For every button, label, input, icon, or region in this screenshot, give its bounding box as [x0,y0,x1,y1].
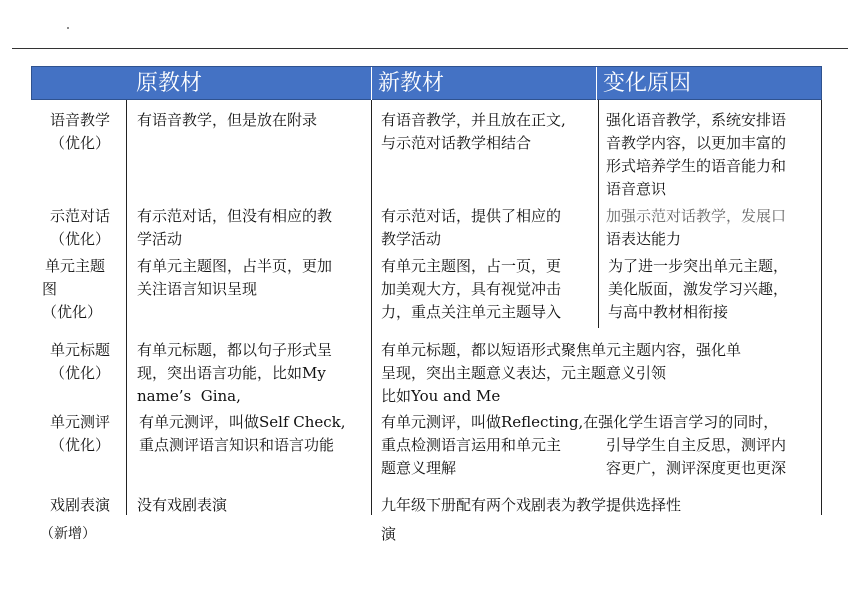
category-line: （优化） [49,436,110,454]
cell-original [137,205,332,251]
cell-line: 九年级下册配有两个戏剧表为教学提供选择性 [381,496,682,514]
cell-line: 与高中教材相衔接 [608,303,729,321]
category-line: 语音教学 [49,111,110,129]
cell-original [137,255,332,301]
category-line: 单元标题 [49,341,110,359]
cell-line: 加强示范对话教学，发展口 [606,207,787,225]
cell-line: 力，重点关注单元主题导入 [381,303,562,321]
cell-new [381,339,741,408]
cell-line: 有示范对话，提供了相应的 [381,207,562,225]
cell-new [381,109,566,155]
header-divider [371,67,372,101]
category-line: （优化） [49,230,110,248]
cell-reason [606,109,786,201]
cell-reason [606,434,786,480]
top-divider [12,48,848,49]
row-category [36,109,124,155]
cell-line: 有单元主题图，占一页，更 [381,257,562,275]
cell-line: 有单元标题，都以句子形式呈 [137,341,333,359]
cell-line: 强化语音教学，系统安排语 [606,111,787,129]
cell-line: 音教学内容，以更加丰富的 [606,134,787,152]
category-line: （新增） [40,526,96,542]
cell-line: 比如You and Me [381,387,501,405]
cell-original [139,411,346,457]
cell-line: 容更广，测评深度更也更深 [606,459,787,477]
cell-line: 语表达能力 [606,230,682,248]
row-category [36,255,124,324]
category-line: （优化） [42,303,103,321]
column-divider [371,100,372,515]
cell-line: name’s Gina, [137,387,241,405]
cell-line: 美化版面，激发学习兴趣， [608,280,789,298]
header-new: 新教材 [378,71,445,96]
cell-original: 没有戏剧表演 [137,496,228,514]
cell-reason [608,255,788,324]
cell-line: 与示范对话教学相结合 [381,134,532,152]
cell-line: 关注语言知识呈现 [137,280,258,298]
cell-line: 有单元主题图，占半页，更加 [137,257,333,275]
category-line: 单元主题 [45,257,106,275]
column-divider [598,100,599,328]
cell-line: 现，突出语言功能，比如My [137,364,326,382]
cell-line: 学活动 [137,230,183,248]
cell-line: 呈现，突出主题意义表达，元主题意义引领 [381,364,667,382]
category-line: 图 [42,280,58,298]
cell-new [381,205,561,251]
cell-line: 语音意识 [606,180,667,198]
decorative-dot [67,27,69,29]
category-line: 戏剧表演 [49,496,110,514]
cell-line: 引导学生自主反思，测评内 [606,436,787,454]
cell-line: 重点检测语言运用和单元主 [381,436,562,454]
cell-new [381,494,681,546]
category-line: （优化） [49,134,110,152]
row-category [36,411,124,457]
cell-line: 重点测评语言知识和语言功能 [139,436,335,454]
cell-line: 形式培养学生的语音能力和 [606,157,787,175]
cell-line: 有语音教学，并且放在正文, [381,111,566,129]
cell-line: 为了进一步突出单元主题， [608,257,789,275]
cell-original [137,339,332,408]
table-header [31,66,822,100]
header-divider [596,67,597,101]
cell-line: 有单元测评，叫做Self Check, [139,413,346,431]
row-category [36,494,124,546]
cell-reason [606,205,786,251]
category-line: 单元测评 [49,413,110,431]
cell-line: 有单元标题，都以短语形式聚焦单元主题内容，强化单 [381,341,742,359]
header-reason: 变化原因 [603,71,692,96]
cell-line: 演 [381,525,397,543]
column-divider [821,100,822,515]
category-line: （优化） [49,364,110,382]
cell-line: 题意义理解 [381,459,457,477]
cell-line: 加美观大方，具有视觉冲击 [381,280,562,298]
row-category [36,339,124,385]
row-category [36,205,124,251]
header-original: 原教材 [136,71,203,96]
cell-original: 有语音教学，但是放在附录 [137,111,318,129]
category-line: 示范对话 [49,207,110,225]
cell-line: 教学活动 [381,230,442,248]
cell-new [381,255,561,324]
cell-line: 有示范对话，但没有相应的教 [137,207,333,225]
column-divider [126,100,127,515]
cell-line: 有单元测评，叫做Reflecting,在强化学生语言学习的同时， [381,413,779,431]
